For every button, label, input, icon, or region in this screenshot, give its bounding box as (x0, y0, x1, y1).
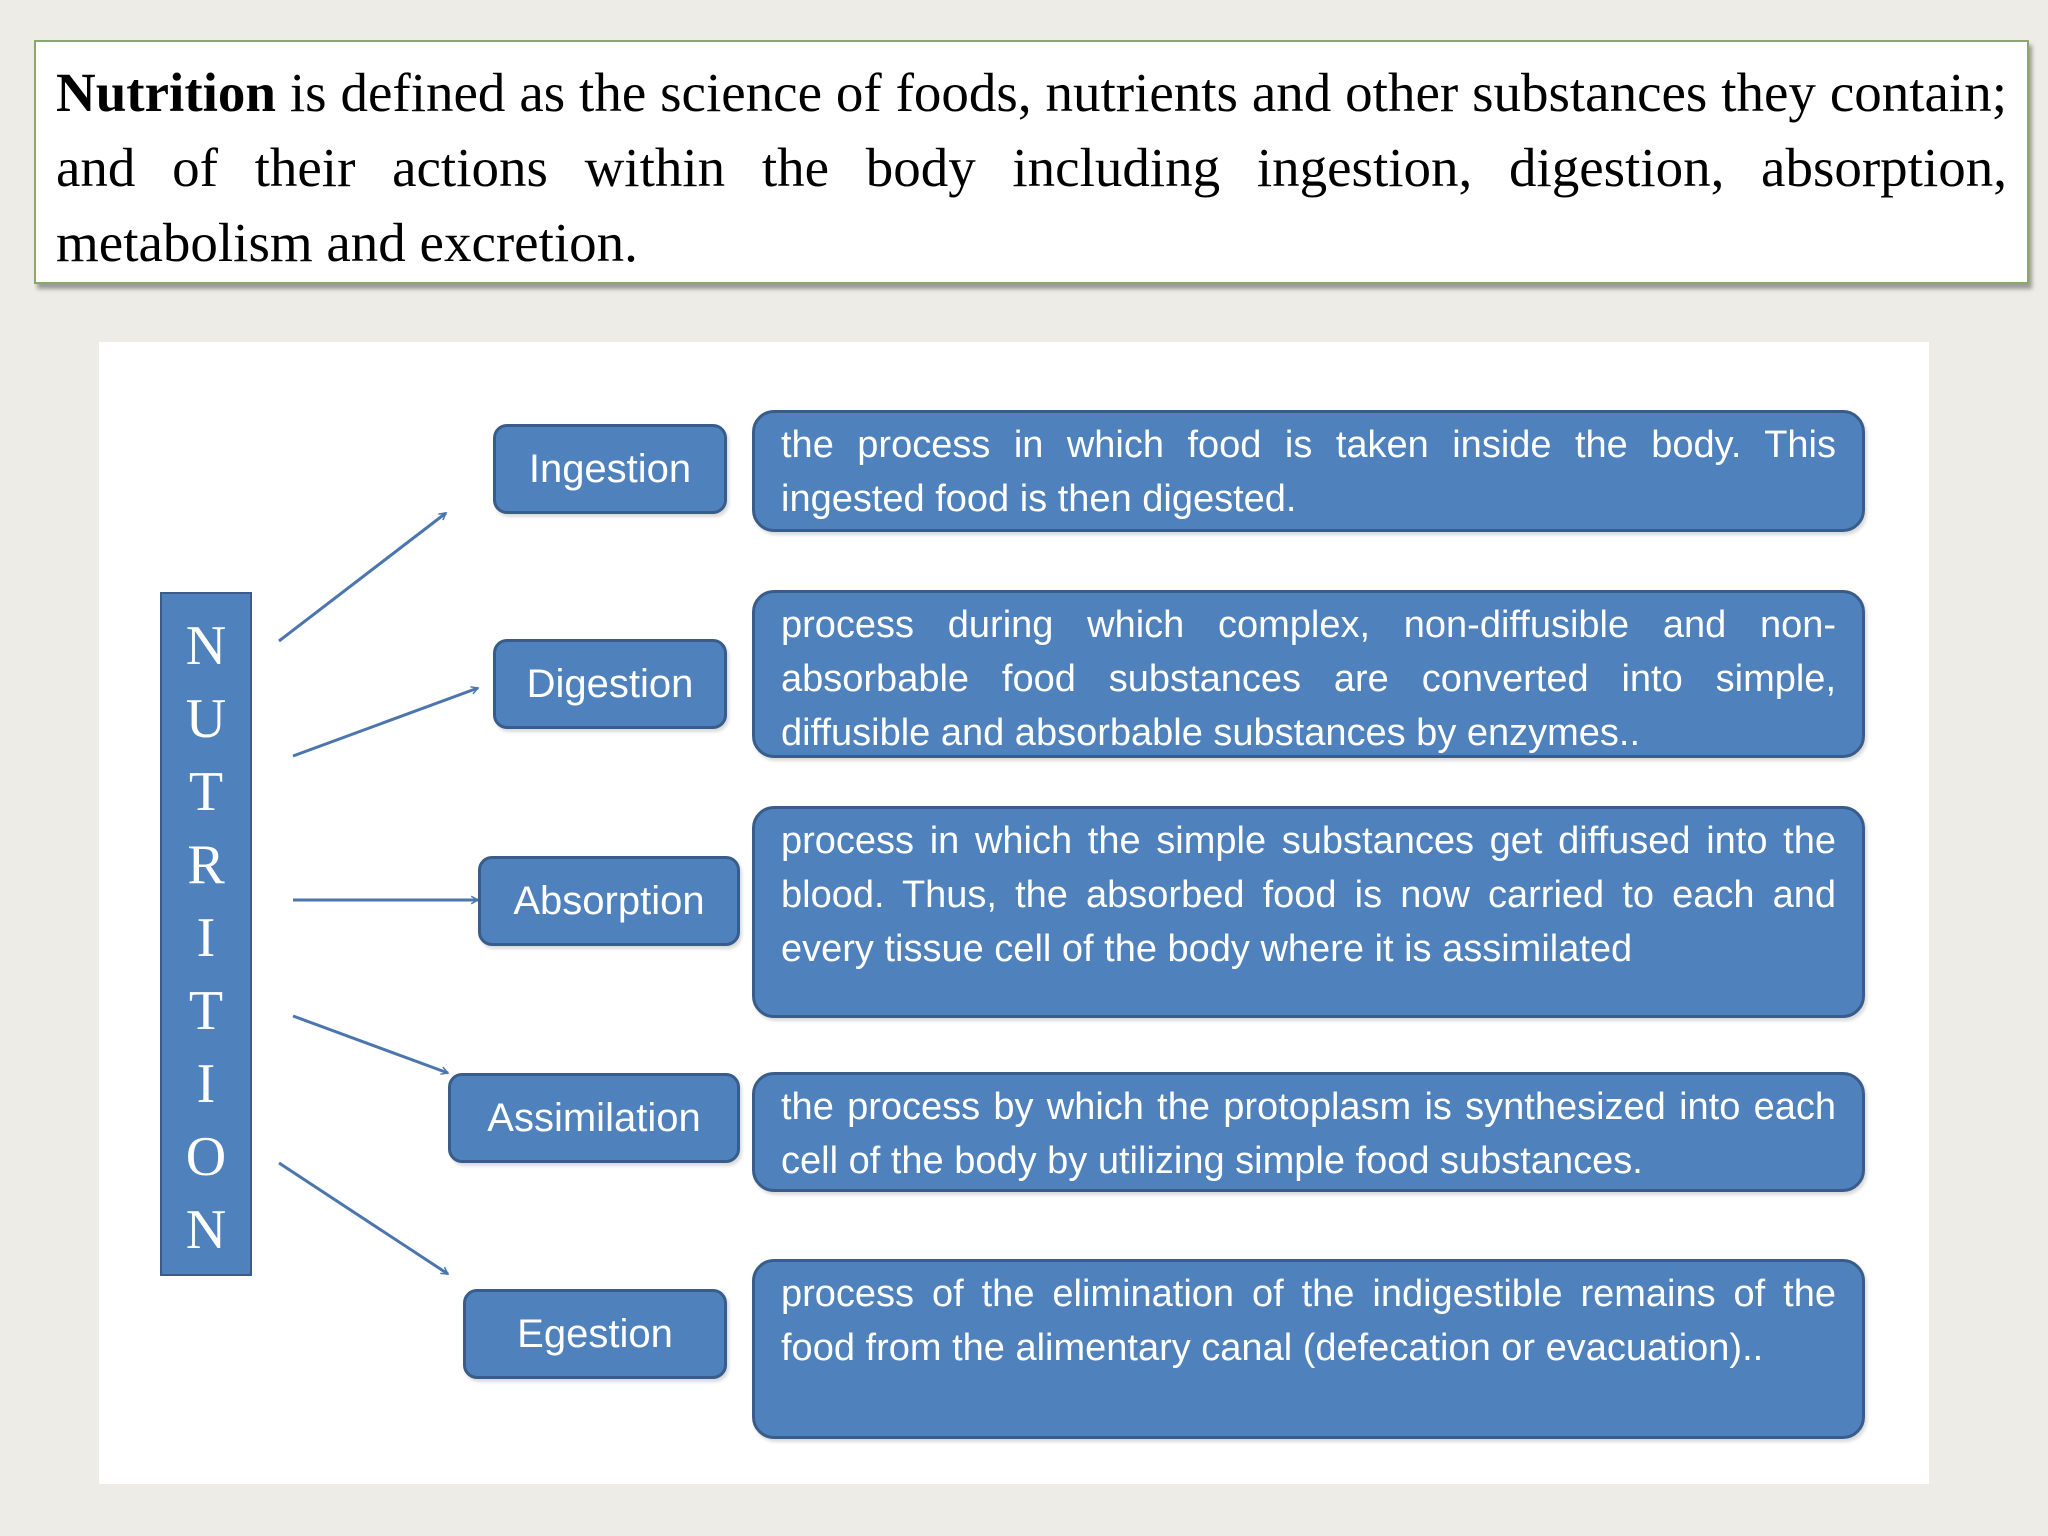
nutrition-diagram (99, 342, 1929, 1484)
vertical-letter: U (185, 688, 227, 750)
arrow-to-digestion (293, 688, 478, 756)
step-term-egestion: Egestion (463, 1289, 727, 1379)
step-term-ingestion: Ingestion (493, 424, 727, 514)
step-term-assimilation: Assimilation (448, 1073, 740, 1163)
vertical-letter: T (188, 980, 224, 1042)
definition-box (34, 40, 2029, 284)
vertical-letter: O (185, 1126, 227, 1188)
definition-text: is defined as the science of foods, nutrients and other substances they contain; and of their actions within the body including ingestion, digestion, absorption, metabolism and excretion. (56, 62, 2007, 273)
step-description-ingestion: the process in which food is taken inside the body. This ingested food is then digested. (752, 410, 1865, 532)
vertical-letter: N (185, 615, 227, 677)
arrow-to-ingestion (279, 513, 446, 641)
step-description-digestion: process during which complex, non-diffusible and non-absorbable food substances are converted into simple, diffusible and absorbable substances by enzymes.. (752, 590, 1865, 758)
arrow-to-assimilation (293, 1016, 448, 1073)
vertical-letter: N (185, 1199, 227, 1261)
arrow-to-egestion (279, 1163, 448, 1274)
vertical-letter: T (188, 761, 224, 823)
step-term-digestion: Digestion (493, 639, 727, 729)
step-description-assimilation: the process by which the protoplasm is synthesized into each cell of the body by utilizing simple food substances. (752, 1072, 1865, 1192)
vertical-letter: R (187, 834, 225, 896)
vertical-letter: I (196, 907, 216, 969)
step-description-absorption: process in which the simple substances get diffused into the blood. Thus, the absorbed food is now carried to each and every tissue cell of the body where it is assimilated (752, 806, 1865, 1018)
step-description-egestion: process of the elimination of the indigestible remains of the food from the alimentary canal (defecation or evacuation).. (752, 1259, 1865, 1439)
definition-term: Nutrition (56, 62, 276, 123)
step-term-absorption: Absorption (478, 856, 740, 946)
vertical-letter: I (196, 1053, 216, 1115)
